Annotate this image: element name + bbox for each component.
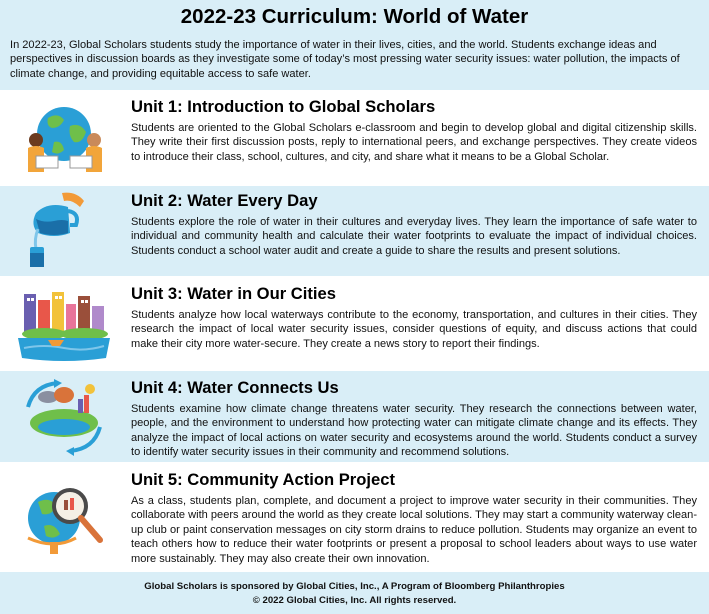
unit-description: Students explore the role of water in their cultures and everyday lives. They learn the importance of safe water to individual and community health and calculate their water footprints to evaluate the impact of individual choices. Students conduct a school water audit and create a guide to share the results and present solutions. (131, 216, 697, 257)
page-title: 2022-23 Curriculum: World of Water (180, 5, 529, 28)
globe-magnifying-glass-illustration (14, 478, 114, 558)
unit-title: Unit 2: Water Every Day (131, 191, 318, 210)
water-cycle-ecosystem-illustration (14, 377, 114, 457)
footer (0, 572, 709, 614)
unit-4 (0, 371, 709, 462)
unit-description: Students are oriented to the Global Scholars e-classroom and begin to develop global and digital citizenship skills. They write their first discussion posts, reply to international peers, and exchange perspectives. They create videos to introduce their class, school, cultures, and city, and share what it means to be a Global Scholar. (131, 122, 697, 163)
unit-description: As a class, students plan, complete, and document a project to improve water security in their communities. They collaborate with peers around the world as they create local solutions. They may start a community waterway clean-up club or paint conservation messages on city storm drains to reduce pollution. Students may organize an event to teach others how to reduce their water footprints or present a proposal to school leaders about ways to use water more sustainably. They may also create their own innovation. (131, 495, 697, 565)
unit-2 (0, 186, 709, 276)
unit-title: Unit 3: Water in Our Cities (131, 284, 336, 303)
unit-3 (0, 276, 709, 371)
unit-title: Unit 1: Introduction to Global Scholars (131, 97, 436, 116)
pitcher-pouring-water-illustration (14, 191, 114, 271)
intro-text: In 2022-23, Global Scholars students study the importance of water in their lives, cities, and the world. Students exchange ideas and perspectives in discussion boards as they investigate some of today’s most pressing water security issues: water pollution, the impacts of climate change, and providing equitable access to safe water. (10, 39, 680, 80)
unit-title: Unit 5: Community Action Project (131, 470, 395, 489)
sponsor-text: Global Scholars is sponsored by Global Cities, Inc., A Program of Bloomberg Philanthropies (144, 581, 565, 592)
unit-5 (0, 462, 709, 572)
copyright-text: © 2022 Global Cities, Inc. All rights reserved. (252, 595, 457, 606)
unit-description: Students examine how climate change threatens water security. They research the connections between water, people, and the environment to understand how protecting water can mitigate climate change and its effects. They analyze the impact of local actions on water security and ecosystems around the world. Students conduct a survey to identify water security issues in their community and recommend solutions. (131, 403, 697, 459)
city-waterfront-illustration (14, 284, 114, 364)
unit-description: Students analyze how local waterways contribute to the economy, transportation, and cultures in their cities. They research the impact of local water security issues, consider questions of equity, and discuss actions that could make their city more water-secure. They create a news story to report their findings. (131, 309, 697, 350)
globe-with-students-illustration (14, 98, 114, 178)
header (0, 0, 709, 90)
unit-1 (0, 90, 709, 186)
unit-title: Unit 4: Water Connects Us (131, 378, 339, 397)
